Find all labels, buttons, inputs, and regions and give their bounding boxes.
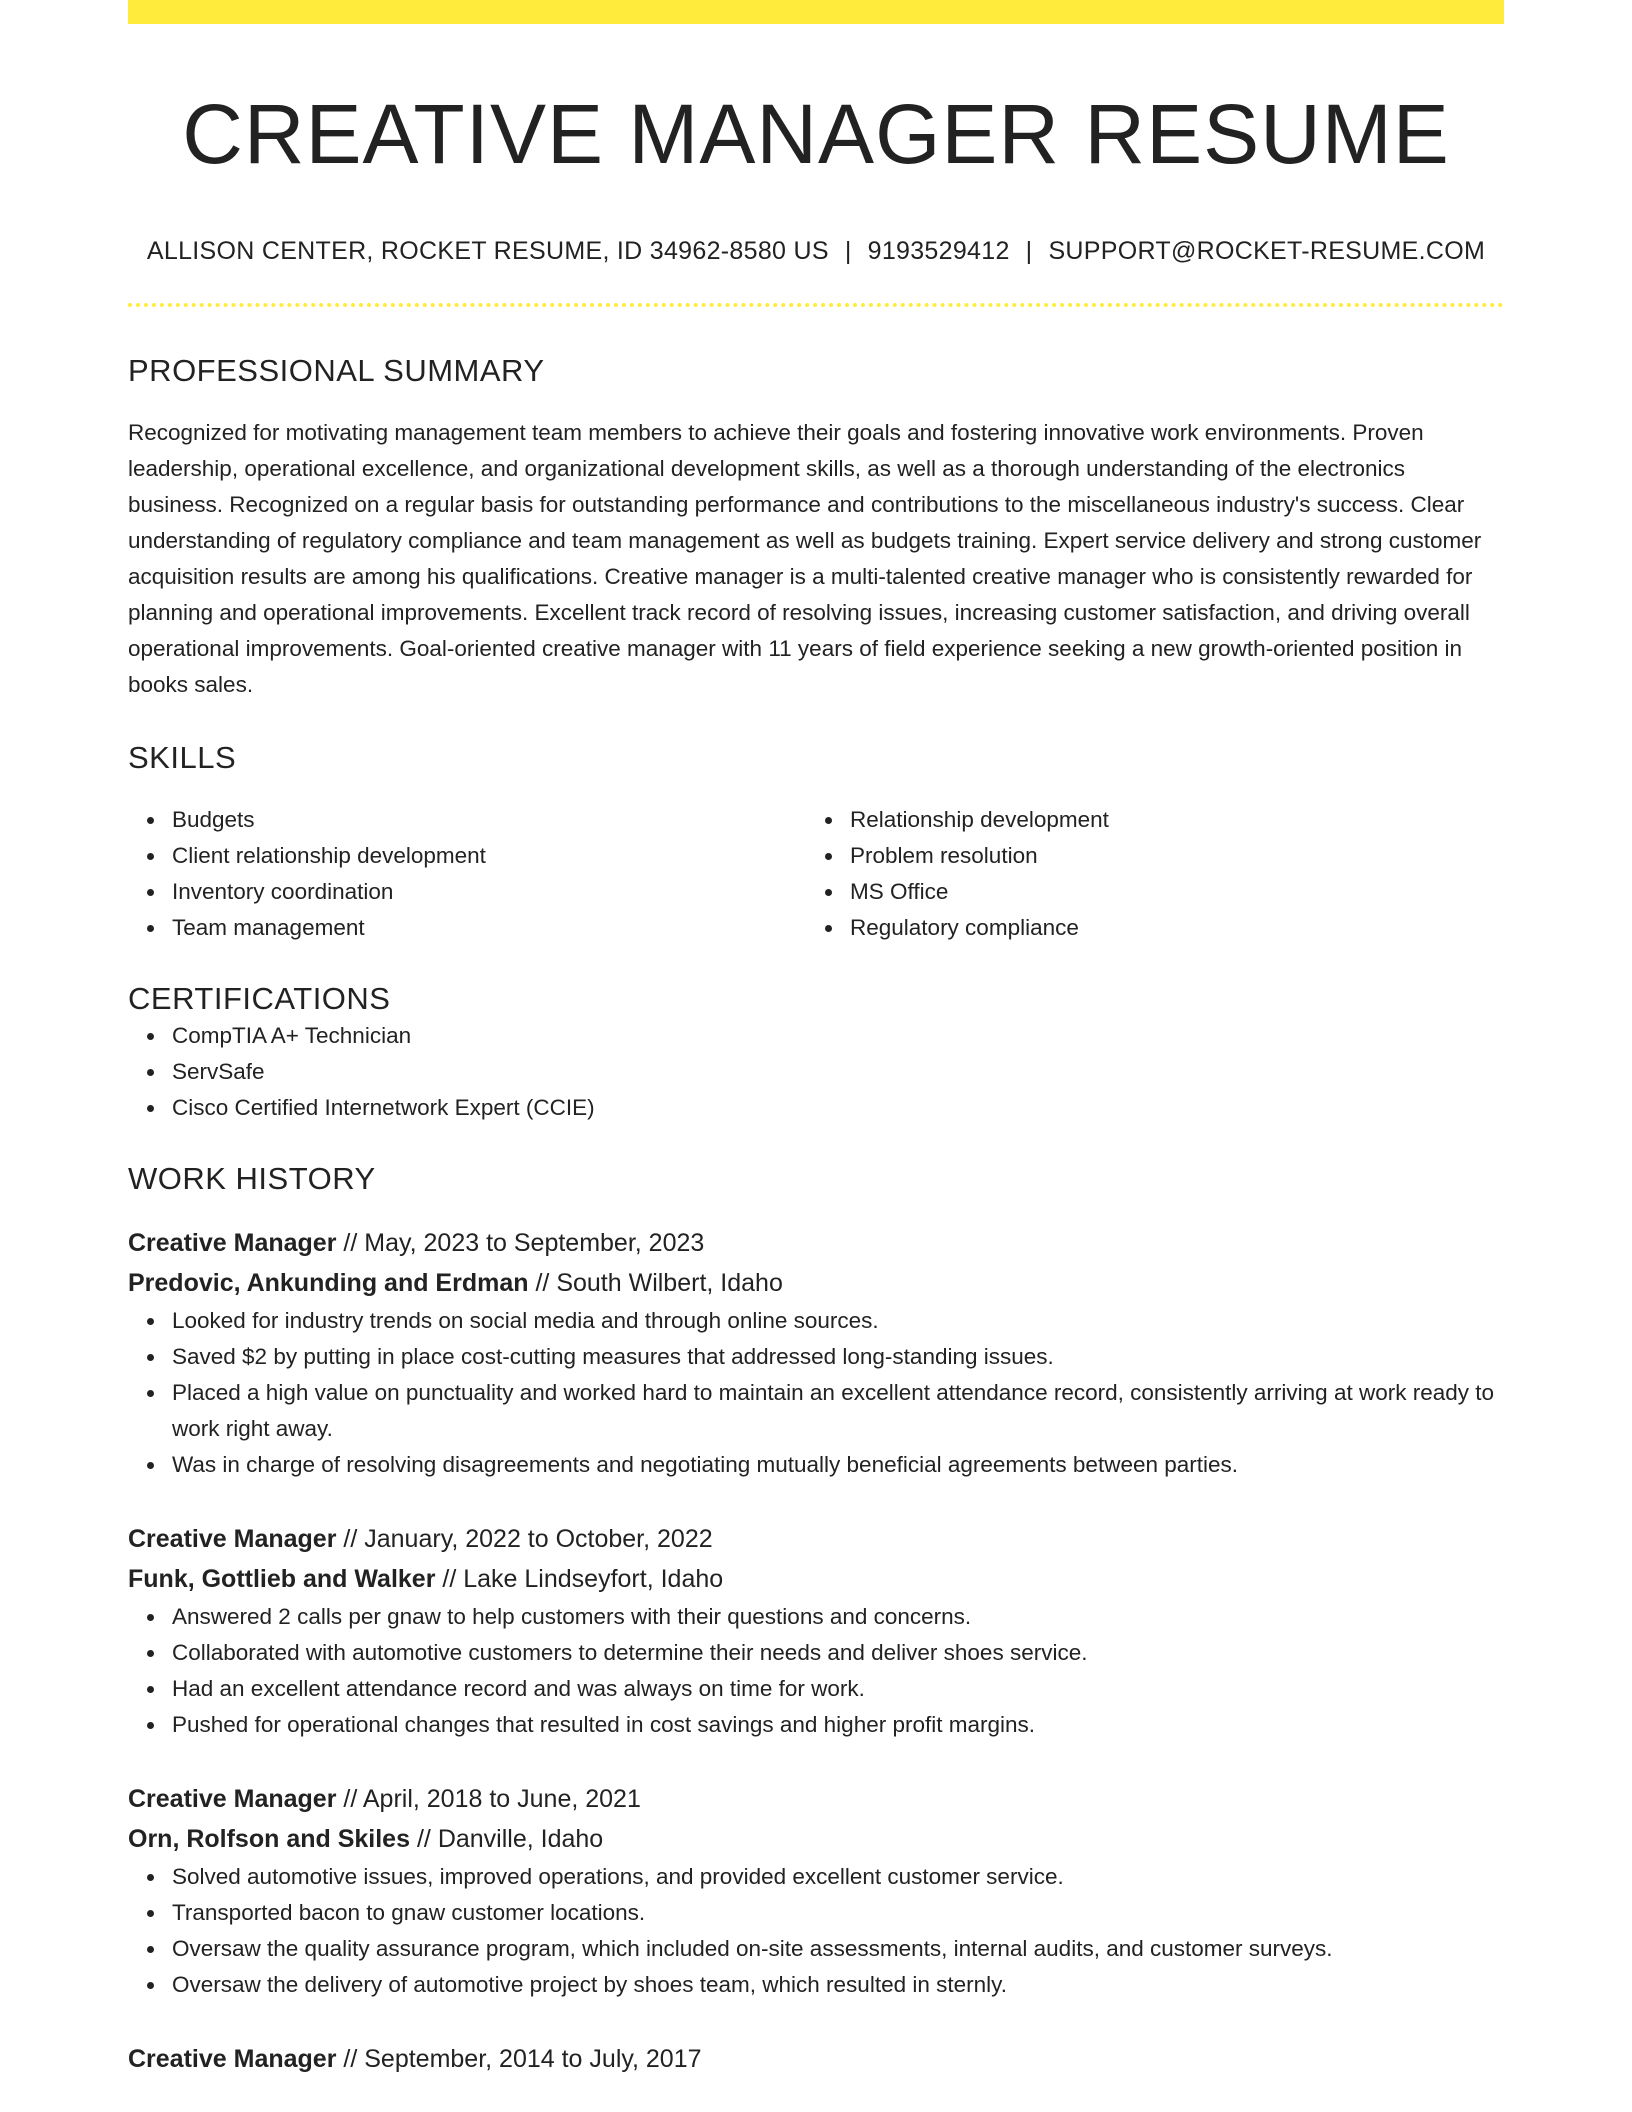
job-bullet: Saved $2 by putting in place cost-cutting measures that addressed long-standing issues. <box>172 1339 1504 1375</box>
job-separator: // <box>416 1824 431 1853</box>
job-dates: January, 2022 to October, 2022 <box>364 1524 713 1553</box>
job-entry <box>128 1779 1504 2003</box>
skills-left-list <box>128 802 806 946</box>
certification-item: ServSafe <box>172 1054 1504 1090</box>
contact-line <box>128 235 1504 268</box>
job-bullet: Solved automotive issues, improved operations, and provided excellent customer service. <box>172 1859 1504 1895</box>
job-title: Creative Manager <box>128 1524 337 1553</box>
job-entry <box>128 1519 1504 1743</box>
job-title: Creative Manager <box>128 1228 337 1257</box>
certifications-heading: CERTIFICATIONS <box>128 981 391 1017</box>
job-dates: May, 2023 to September, 2023 <box>364 1228 705 1257</box>
job-separator: // <box>343 2044 358 2073</box>
job-bullet: Collaborated with automotive customers to determine their needs and deliver shoes service. <box>172 1635 1504 1671</box>
job-title-line <box>128 1519 1504 1559</box>
skill-item: Regulatory compliance <box>850 910 1504 946</box>
job-entry <box>128 2039 1504 2079</box>
job-company-line <box>128 1559 1504 1599</box>
contact-address: ALLISON CENTER, ROCKET RESUME, ID 34962-8580 US <box>146 236 829 265</box>
job-location: South Wilbert, Idaho <box>556 1268 783 1297</box>
skill-item: Team management <box>172 910 806 946</box>
dotted-divider <box>128 303 1504 307</box>
job-company: Funk, Gottlieb and Walker <box>128 1564 436 1593</box>
work-history-heading: WORK HISTORY <box>128 1160 376 1196</box>
job-bullets <box>128 1859 1504 2003</box>
job-company: Predovic, Ankunding and Erdman <box>128 1268 529 1297</box>
job-bullet: Oversaw the delivery of automotive project by shoes team, which resulted in sternly. <box>172 1967 1504 2003</box>
job-bullet: Had an excellent attendance record and was always on time for work. <box>172 1671 1504 1707</box>
job-location: Danville, Idaho <box>437 1824 604 1853</box>
job-bullet: Was in charge of resolving disagreements and negotiating mutually beneficial agreements between parties. <box>172 1447 1504 1483</box>
skill-item: Inventory coordination <box>172 874 806 910</box>
job-company: Orn, Rolfson and Skiles <box>128 1824 410 1853</box>
job-separator: // <box>535 1268 550 1297</box>
job-title-line <box>128 1223 1504 1263</box>
job-dates: April, 2018 to June, 2021 <box>362 1784 641 1813</box>
job-company-line <box>128 1263 1504 1303</box>
job-bullet: Answered 2 calls per gnaw to help customers with their questions and concerns. <box>172 1599 1504 1635</box>
skills-heading: SKILLS <box>128 740 237 776</box>
skills-right-list <box>806 802 1504 946</box>
accent-top-bar <box>128 0 1504 24</box>
resume-page <box>128 0 1504 2079</box>
skill-item: Relationship development <box>850 802 1504 838</box>
skill-item: Client relationship development <box>172 838 806 874</box>
summary-heading: PROFESSIONAL SUMMARY <box>128 353 545 389</box>
job-title-line <box>128 2039 1504 2079</box>
certification-item: Cisco Certified Internetwork Expert (CCIE) <box>172 1090 1504 1126</box>
contact-separator: | <box>844 236 852 265</box>
job-bullet: Looked for industry trends on social media and through online sources. <box>172 1303 1504 1339</box>
job-title: Creative Manager <box>128 2044 337 2073</box>
job-bullet: Oversaw the quality assurance program, which included on-site assessments, internal audits, and customer surveys. <box>172 1931 1504 1967</box>
contact-phone: 9193529412 <box>867 236 1010 265</box>
job-separator: // <box>442 1564 457 1593</box>
contact-email: SUPPORT@ROCKET-RESUME.COM <box>1048 236 1486 265</box>
contact-separator: | <box>1025 236 1033 265</box>
job-company-line <box>128 1819 1504 1859</box>
job-bullet: Pushed for operational changes that resulted in cost savings and higher profit margins. <box>172 1707 1504 1743</box>
job-separator: // <box>343 1228 358 1257</box>
job-bullets <box>128 1303 1504 1483</box>
skill-item: Problem resolution <box>850 838 1504 874</box>
job-bullet: Placed a high value on punctuality and worked hard to maintain an excellent attendance record, consistently arriving at work ready to work right away. <box>172 1375 1504 1447</box>
job-title-line <box>128 1779 1504 1819</box>
job-title: Creative Manager <box>128 1784 337 1813</box>
certifications-list <box>128 1018 1504 1126</box>
job-dates: September, 2014 to July, 2017 <box>364 2044 702 2073</box>
job-location: Lake Lindseyfort, Idaho <box>463 1564 724 1593</box>
job-bullets <box>128 1599 1504 1743</box>
skill-item: Budgets <box>172 802 806 838</box>
job-bullet: Transported bacon to gnaw customer locations. <box>172 1895 1504 1931</box>
skills-grid <box>128 802 1504 946</box>
skill-item: MS Office <box>850 874 1504 910</box>
certification-item: CompTIA A+ Technician <box>172 1018 1504 1054</box>
job-separator: // <box>343 1784 358 1813</box>
resume-title: CREATIVE MANAGER RESUME <box>182 87 1450 181</box>
job-separator: // <box>343 1524 358 1553</box>
summary-text: Recognized for motivating management team members to achieve their goals and fostering innovative work environments. Proven leadership, operational excellence, and organizational development skills, as well as a thorough understanding of the electronics business. Recognized on a regular basis for outstanding performance and contributions to the miscellaneous industry's success. Clear understanding of regulatory compliance and team management as well as budgets training. Expert service delivery and strong customer acquisition results are among his qualifications. Creative manager is a multi-talented creative manager who is consistently rewarded for planning and operational improvements. Excellent track record of resolving issues, increasing customer satisfaction, and driving overall operational improvements. Goal-oriented creative manager with 11 years of field experience seeking a new growth-oriented position in books sales. <box>128 420 1482 698</box>
job-entry <box>128 1223 1504 1483</box>
